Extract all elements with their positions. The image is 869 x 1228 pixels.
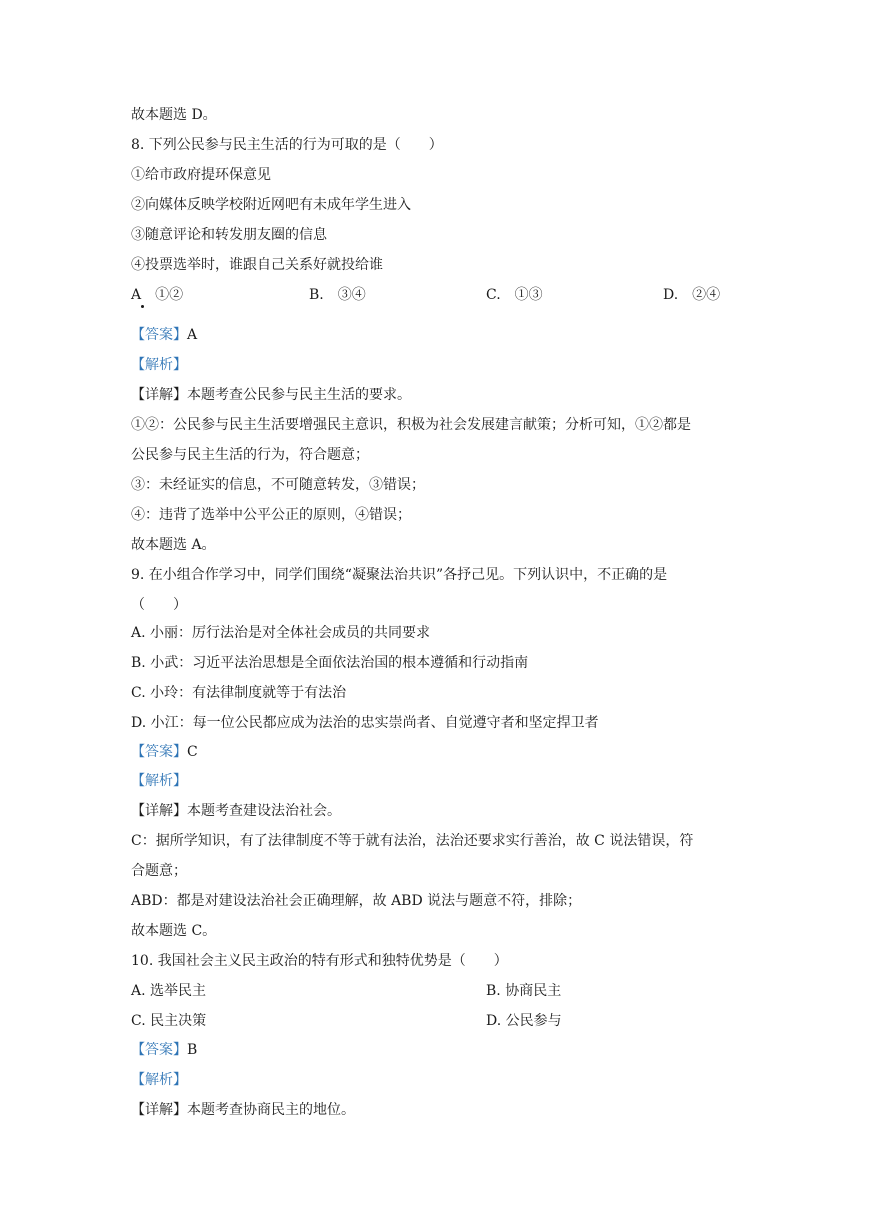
q8-option-a: A ①② bbox=[131, 287, 184, 303]
stray-dot bbox=[141, 305, 144, 308]
q9-detail-line: ABD：都是对建设法治社会正确理解，故 ABD 说法与题意不符，排除； bbox=[131, 893, 582, 909]
q8-item-2: ②向媒体反映学校附近网吧有未成年学生进入 bbox=[131, 197, 411, 213]
q9-conclusion: 故本题选 C。 bbox=[131, 923, 217, 939]
q8-item-3: ③随意评论和转发朋友圈的信息 bbox=[131, 227, 327, 243]
q8-option-d: D. ②④ bbox=[663, 287, 721, 303]
q10-stem: 10. 我国社会主义民主政治的特有形式和独特优势是（ ） bbox=[131, 953, 508, 969]
answer-tag: 【答案】 bbox=[131, 327, 187, 343]
q9-option-c: C. 小玲：有法律制度就等于有法治 bbox=[131, 685, 347, 701]
q9-option-d: D. 小江：每一位公民都应成为法治的忠实崇尚者、自觉遵守者和坚定捍卫者 bbox=[131, 715, 599, 731]
q10-option-b: B. 协商民主 bbox=[486, 983, 562, 999]
q9-option-a: A. 小丽：厉行法治是对全体社会成员的共同要求 bbox=[131, 625, 431, 641]
q8-detail: 【详解】本题考查公民参与民主生活的要求。 bbox=[131, 387, 411, 403]
q9-stem: 9. 在小组合作学习中，同学们围绕“凝聚法治共识”各抒己见。下列认识中，不正确的是 bbox=[131, 567, 668, 583]
answer-tag: 【答案】 bbox=[131, 744, 187, 760]
q10-option-c: C. 民主决策 bbox=[131, 1013, 207, 1029]
q8-detail-line: ④：违背了选举中公平公正的原则，④错误； bbox=[131, 507, 411, 523]
answer-value: C bbox=[187, 744, 198, 760]
answer-value: A bbox=[187, 327, 198, 343]
q9-analysis-tag: 【解析】 bbox=[131, 773, 187, 789]
q8-stem: 8. 下列公民参与民主生活的行为可取的是（ ） bbox=[131, 137, 443, 153]
q8-option-c: C. ①③ bbox=[486, 287, 543, 303]
answer-value: B bbox=[187, 1042, 198, 1058]
q8-detail-line: 公民参与民主生活的行为，符合题意； bbox=[131, 447, 369, 463]
q8-conclusion: 故本题选 A。 bbox=[131, 537, 216, 553]
q8-item-1: ①给市政府提环保意见 bbox=[131, 167, 271, 183]
q9-detail-line: C：据所学知识，有了法律制度不等于就有法治，法治还要求实行善治，故 C 说法错误，符 bbox=[131, 833, 694, 849]
q8-analysis-tag: 【解析】 bbox=[131, 357, 187, 373]
q10-option-a: A. 选举民主 bbox=[131, 983, 207, 999]
q7-conclusion: 故本题选 D。 bbox=[131, 107, 217, 123]
q10-answer bbox=[131, 1040, 197, 1060]
q10-detail: 【详解】本题考查协商民主的地位。 bbox=[131, 1102, 355, 1118]
q9-detail: 【详解】本题考查建设法治社会。 bbox=[131, 803, 341, 819]
q8-answer bbox=[131, 325, 197, 345]
q8-option-b: B. ③④ bbox=[309, 287, 366, 303]
q8-detail-line: ③：未经证实的信息，不可随意转发，③错误； bbox=[131, 477, 425, 493]
q10-option-d: D. 公民参与 bbox=[486, 1013, 562, 1029]
q9-detail-line: 合题意； bbox=[131, 863, 187, 879]
q9-answer bbox=[131, 742, 198, 762]
q10-analysis-tag: 【解析】 bbox=[131, 1072, 187, 1088]
q8-detail-line: ①②：公民参与民主生活要增强民主意识，积极为社会发展建言献策；分析可知，①②都是 bbox=[131, 417, 691, 433]
q8-item-4: ④投票选举时，谁跟自己关系好就投给谁 bbox=[131, 257, 383, 273]
q9-stem-cont: （ ） bbox=[131, 597, 187, 613]
answer-tag: 【答案】 bbox=[131, 1042, 187, 1058]
q9-option-b: B. 小武：习近平法治思想是全面依法治国的根本遵循和行动指南 bbox=[131, 655, 529, 671]
